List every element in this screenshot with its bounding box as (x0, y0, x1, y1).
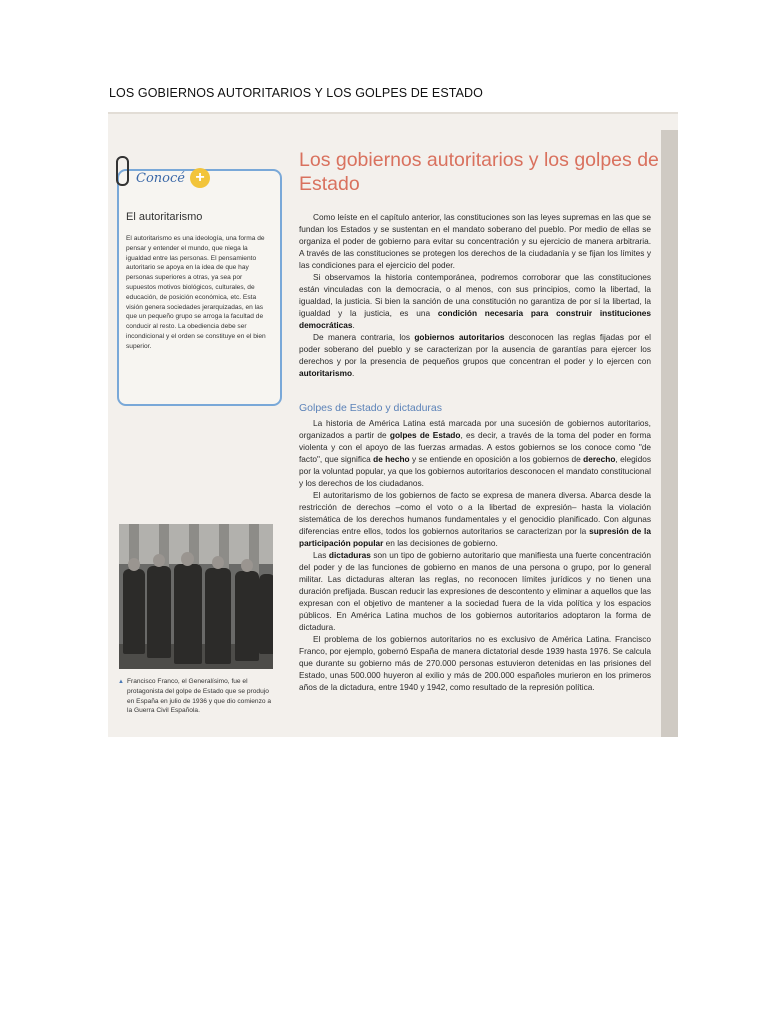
paragraph (299, 271, 651, 331)
article-section (299, 417, 651, 693)
paperclip-icon (116, 156, 129, 186)
bold-term: supresión de la participación popular (299, 526, 651, 548)
section-title: Golpes de Estado y dictaduras (299, 402, 443, 414)
photo-caption: Francisco Franco, el Generalísimo, fue el protagonista del golpe de Estado que se produjo en España en julio de 1936 y que dio comienzo a la Guerra Civil Española. (127, 678, 272, 715)
page-binding-strip (661, 130, 678, 737)
paragraph-text: . (352, 320, 355, 330)
article-title: Los gobiernos autoritarios y los golpes de Estado (299, 149, 659, 195)
bold-term: de hecho (373, 454, 410, 464)
bold-term: derecho (583, 454, 616, 464)
franco-photo (119, 524, 273, 669)
bold-term: golpes de Estado (389, 430, 461, 440)
paragraph-text: La historia de América Latina está marcada por una sucesión de gobiernos autoritarios, organizados a partir de (299, 418, 651, 440)
paragraph-text: El problema de los gobiernos autoritarios no es exclusivo de América Latina. Francisco Franco, por ejemplo, gobernó España de manera dictatorial desde 1939 hasta 1976. Se calcula que durante su gobierno más de 270.000 personas estuvieron detenidas en las prisiones del Estado, unas 500.000 huyeron al exilio y más de 200.000 españoles murieron en los primeros años de la dictadura, entre 1940 y 1942, como resultado de la represión política. (299, 634, 651, 692)
paragraph-text: Si observamos la historia contemporánea, podremos corroborar que las constituciones están vinculadas con la democracia, o al menos, con sus principios, como la libertad, la igualdad, la justicia. Si bien la sanción de una constitución no garantiza de por sí la libertad, la igualdad y la justicia, es una (299, 272, 651, 318)
paragraph-text: son un tipo de gobierno autoritario que manifiesta una fuerte concentración del poder y de las funciones de gobierno en manos de una persona o grupo, por lo general militar. Las dictaduras alteran las reglas, no reconocen límites jurídicos y no tienen una duración prefijada. Buscan reducir las expresiones de descontento y eliminar a aquellos que las expresan con el objetivo de mantener a la sociedad fuera de la vida política y los espacios públicos. En América Latina muchos de los gobiernos autoritarios adoptaron la forma de dictadura. (299, 550, 651, 632)
paragraph-text: El autoritarismo de los gobiernos de facto se expresa de manera diversa. Abarca desde la restricción de derechos –como el voto o a la libertad de expresión– hasta la violación sistemática de los derechos humanos fundamentales y el genocidio planificado. Con algunas diferencias entre ellos, todos los gobiernos autoritarios se caracterizan por la (299, 490, 651, 536)
caption-triangle-icon: ▲ (118, 679, 124, 685)
box-title: El autoritarismo (126, 211, 203, 223)
paragraph-text: Las (313, 550, 329, 560)
paragraph-text: De manera contraria, los (313, 332, 415, 342)
bold-term: gobiernos autoritarios (414, 332, 505, 342)
scanned-page (108, 112, 678, 737)
paragraph (299, 331, 651, 379)
paragraph-text: , es decir, a través de la toma del poder en forma violenta y con el apoyo de las fuerzas armadas. A estos gobiernos se los conoce como "de facto", que significa (299, 430, 651, 464)
paragraph-text: . (352, 368, 355, 378)
paragraph (299, 549, 651, 633)
paragraph (299, 211, 651, 271)
plus-circle-icon: + (190, 168, 210, 188)
document-heading: LOS GOBIERNOS AUTORITARIOS Y LOS GOLPES DE ESTADO (109, 86, 483, 100)
paragraph-text: y se entiende en oposición a los gobiernos de (409, 454, 584, 464)
paragraph (299, 417, 651, 489)
paragraph-text: Como leíste en el capítulo anterior, las constituciones son las leyes supremas en las que se fundan los Estados y se sustentan en el mandato soberano del pueblo. Por medio de ellas se organiza el poder de gobierno para evitar su concentración y su ejercicio de manera arbitraria. A través de las constituciones se protegen los derechos de la ciudadanía y se fijan los límites y las condiciones para el ejercicio del poder. (299, 212, 651, 270)
box-text: El autoritarismo es una ideología, una forma de pensar y entender el mundo, que niega la igualdad entre las personas. El pensamiento autoritario se apoya en la idea de que hay personas superiores a otras, ya sea por supuestos motivos biológicos, culturales, de educación, de posición económica, etc. Esta visión genera sociedades jerarquizadas, en las que un pequeño grupo se arroga la facultad de conducir al resto. La obediencia debe ser incondicional y el orden se constituye en el bien superior. (126, 235, 266, 350)
paragraph (299, 489, 651, 549)
paragraph-text: en las decisiones de gobierno. (383, 538, 498, 548)
article-intro (299, 211, 651, 379)
paragraph (299, 633, 651, 693)
bold-term: autoritarismo (299, 368, 353, 378)
scan-top-edge (108, 112, 678, 114)
conoce-label: Conocé (136, 171, 185, 186)
paragraph-text: desconocen las reglas fijadas por el poder soberano del pueblo y se caracterizan por la ausencia de garantías para ejercer los derechos y por la presencia de pequeños grupos que concentran el poder y lo ejercen con (299, 332, 651, 366)
bold-term: condición necesaria para construir instituciones democráticas (299, 308, 651, 330)
bold-term: dictaduras (328, 550, 371, 560)
paragraph-text: , elegidos por la voluntad popular, ya que los gobiernos autoritarios desconocen el mandato constitucional y los derechos de los ciudadanos. (299, 454, 651, 488)
